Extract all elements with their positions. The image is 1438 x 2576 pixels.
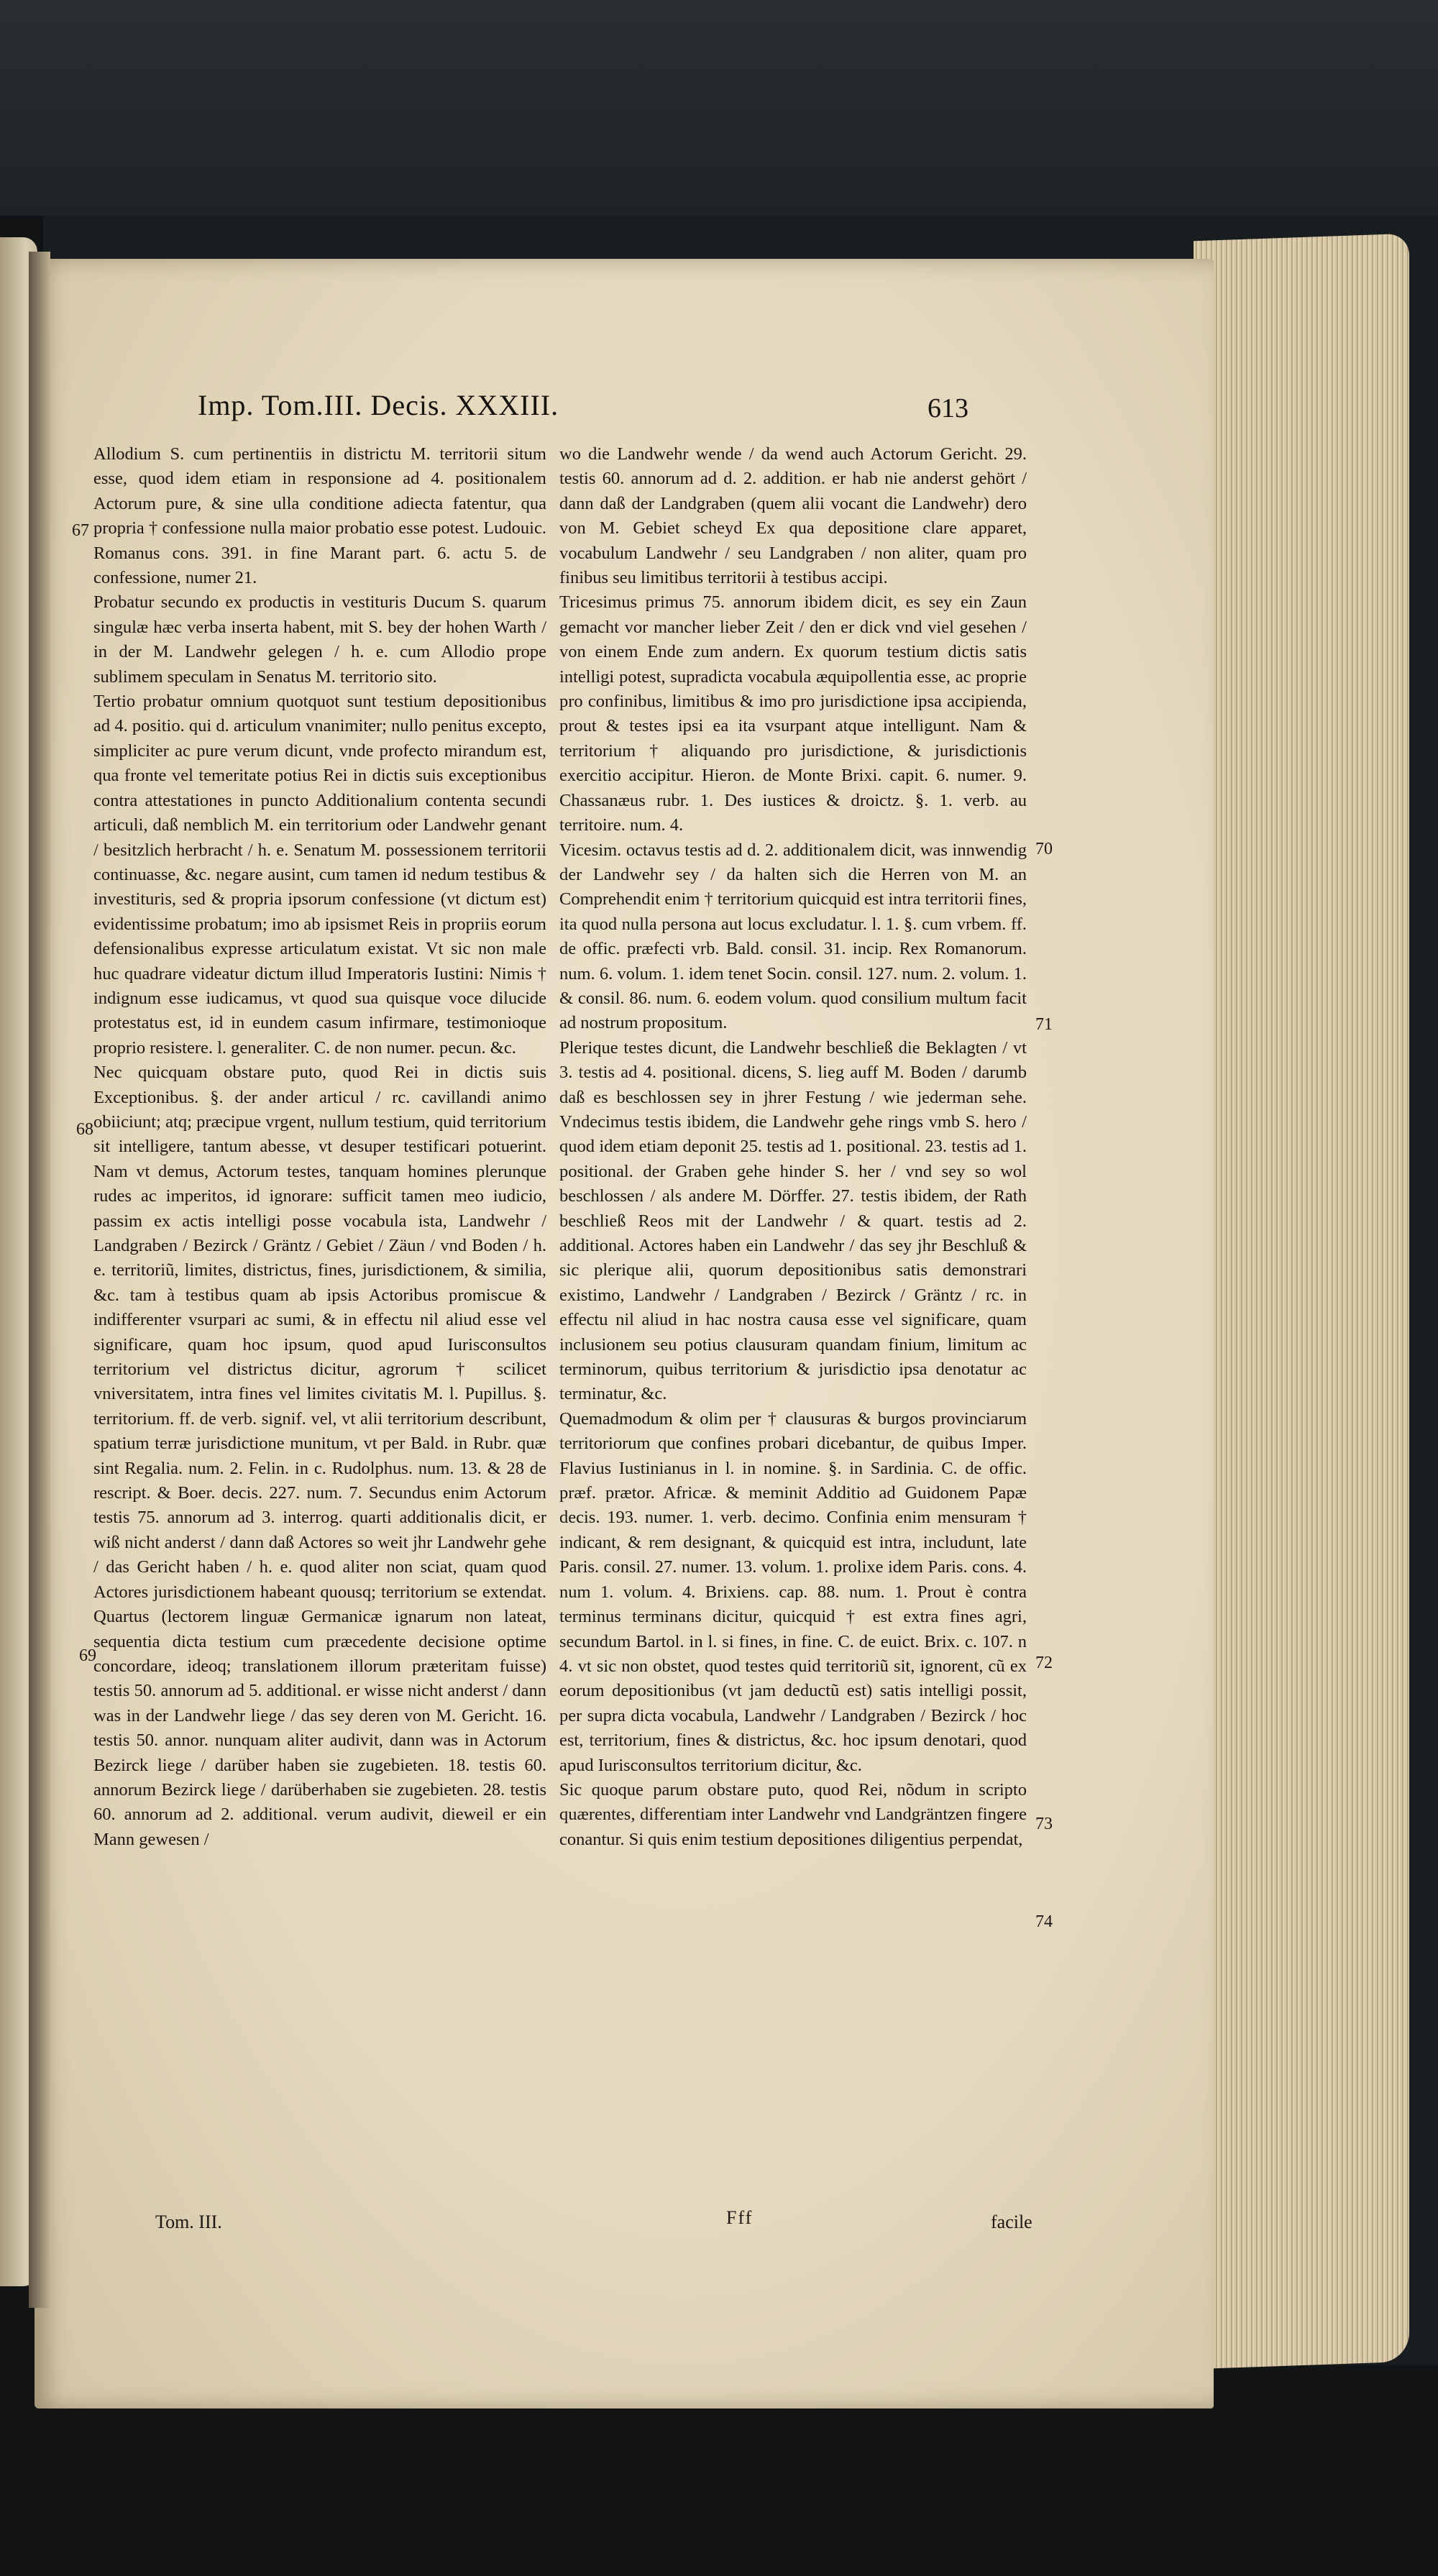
margin-note-number: 67	[72, 521, 89, 540]
paragraph: Allodium S. cum pertinentiis in districtu M. territorii situm esse, quod idem etiam in responsione ad 4. positionalem Actorum pure, & sine ulla conditione adiecta fatentur, qua propria † confessione nulla maior probatio esse potest. Ludouic. Romanus cons. 391. in fine Marant part. 6. actu 5. de confessione, numer 21.	[93, 444, 546, 588]
paragraph: Plerique testes dicunt, die Landwehr beschließ die Beklagten / vt 3. testis ad 4. positional. dicens, S. lieg auff M. Boden / darumb daß es beschlossen sey in jhrer Festung / wie jederman sehe. Vndecimus testis ibidem, die Landwehr gehe rings vmb S. hero / quod idem etiam deponit 25. testis ad 1. positional. 23. testis ad 1. positional. der Graben gehe hinder S. her / vnd sey so wol beschlossen / als andere M. Dörffer. 27. testis ibidem, der Rath beschließ Reos mit der Landwehr / & quart. testis ad 2. additional. Actores haben ein Landwehr / das sey jhr Beschluß & sic plerique alii, quorum depositionibus satis demonstrari existimo, Landwehr / Landgraben / Bezirck / Gräntz / rc. in effectu nil aliud in hac nostra causa esse vel significare, quam inclusionem seu potius clausuram quandam finium, limitum ac terminorum, quibus territorium & jurisdictio ipsa denotatur ac terminatur, &c.	[559, 1037, 1027, 1404]
margin-note-number: 71	[1035, 1015, 1053, 1034]
margin-note-number: 70	[1035, 840, 1053, 858]
paragraph: wo die Landwehr wende / da wend auch Actorum Gericht. 29. testis 60. annorum ad d. 2. addition. er hab nie anderst gehört / dann daß der Landgraben (quem alii vocant die Landwehr) dero von M. Gebiet scheyd Ex qua depositione clare apparet, vocabulum Landwehr / seu Landgraben / non aliter, quam pro finibus seu limitibus territorii à testibus accipi.	[559, 444, 1027, 588]
running-head: Imp. Tom.III. Decis. XXXIII.	[198, 389, 559, 421]
margin-note-number: 73	[1035, 1815, 1053, 1833]
margin-note-number: 72	[1035, 1654, 1053, 1672]
paragraph: Quemadmodum & olim per † clausuras & burgos provinciarum territoriorum que confines probari dicebantur, de quibus Imper. Flavius Iustinianus in l. in nomine. §. in Sardinia. C. de offic. præf. prætor. Africæ. & meminit Additio ad Guidonem Papæ decis. 193. numer. 1. verb. decimo. Confinia enim mensuram † indicant, & rem designant, & quicquid est intra, includunt, late Paris. consil. 27. numer. 13. volum. 1. prolixe idem Paris. cons. 4. num 1. volum. 4. Brixiens. cap. 88. num. 1. Prout è contra terminus terminans dicitur, quicquid † est extra fines agri, secundum Bartol. in l. si fines, in fine. C. de euict. Brix. c. 107. n 4. vt sic non obstet, quod testes quid territoriũ sit, ignorent, cũ ex eorum depositionibus (vt jam deductũ est) satis intelligi possit, per supra dicta vocabula, Landwehr / Landgraben / Bezirck / hoc est, territorium, fines & districtus, &c. hoc ipsum denotari, quod apud Iurisconsultos territorium dicitur, &c.	[559, 1408, 1027, 1775]
photo-background-top	[0, 0, 1438, 216]
paragraph: Nec quicquam obstare puto, quod Rei in dictis suis Exceptionibus. §. der ander articul / rc. cavillandi animo obiiciunt; atq; præcipue vrgent, nullum testium, quid territorium sit intelligere, tantum abesse, vt desuper testificari potuerint. Nam vt demus, Actorum testes, tanquam homines plerunque rudes ac imperitos, id ignorare: sufficit tamen meo iudicio, passim ex actis intelligi posse vocabula ista, Landwehr / Landgraben / Bezirck / Gräntz / Gebiet / Zäun / vnd Boden / h. e. territoriũ, limites, districtus, fines, jurisdictionem, & similia, &c. tam à testibus quam ab ipsis Actoribus promiscue & indifferenter vsurpari ac sumi, & in effectu nil aliud esse vel significare, quam hoc ipsum, quod apud Iurisconsultos territorium vel districtus dicitur, agrorum † scilicet vniversitatem, intra fines vel limites civitatis M. l. Pupillus. §. territorium. ff. de verb. signif. vel, vt alii territorium describunt, spatium terræ jurisdictione munitum, vt per Bald. in Rubr. quæ sint Regalia. num. 2. Felin. in c. Rudolphus. num. 13. & 28 de rescript. & Boer. decis. 227. num. 7. Secundus enim Actorum testis 75. annorum ad 3. interrog. quarti additionalis dicit, er wiß nicht anderst / dann daß Actores so weit jhr Landwehr gehe / das Gericht haben / h. e. quod aliter non sciat, quam quod Actores jurisdictionem habeant quousq; territorium se extendat. Quartus (lectorem linguæ Germanicæ ignarum non lateat, sequentia dicta testium cum præcedente decisione optime concordare, ideoq; translationem illorum præteritam fuisse) testis 50. annorum ad 5. additional. er wisse nicht anderst / dann was in der Landwehr liege / das sey deren von M. Gericht. 16. testis 50. annor. nunquam aliter audivit, dann was in Actorum Bezirck liege / darüber haben sie zugebieten. 18. testis 60. annorum Bezirck liege / darüberhaben sie zugebieten. 28. testis 60. annorum ad 2. additional. verum audivit, dieweil er ein Mann gewesen /	[93, 1063, 546, 1849]
margin-note-number: 74	[1035, 1912, 1053, 1931]
book-page-edges	[1194, 234, 1409, 2369]
paragraph: Sic quoque parum obstare puto, quod Rei, nõdum in scripto quærentes, differentiam inter Landwehr vnd Landgräntzen fingere conantur. Si quis enim testium depositiones diligentius perpendat,	[559, 1779, 1027, 1849]
margin-note-number: 69	[79, 1646, 96, 1665]
right-text-column	[559, 442, 1027, 1852]
paragraph: Probatur secundo ex productis in vestituris Ducum S. quarum singulæ hæc verba inserta habent, mit S. bey der hohen Warth / in der M. Landwehr gelegen / h. e. cum Allodio prope sublimem speculam in Senatus M. territorio sito.	[93, 592, 546, 687]
paragraph: Vicesim. octavus testis ad d. 2. additionalem dicit, was innwendig der Landwehr sey / da halten sich die Herren von M. an Comprehendit enim † territorium quicquid est intra territorii fines, ita quod nulla persona aut locus excludatur. l. 1. §. cum vrbem. ff. de offic. præfecti vrb. Bald. consil. 31. incip. Rex Romanorum. num. 6. volum. 1. idem tenet Socin. consil. 127. num. 2. volum. 1. & consil. 86. num. 6. eodem volum. quod consilium multum facit ad nostrum propositum.	[559, 840, 1027, 1033]
page-number: 613	[928, 393, 968, 423]
signature-mark: Fff	[726, 2207, 754, 2228]
left-text-column	[93, 442, 546, 1852]
book-gutter	[29, 252, 50, 2308]
paragraph: Tricesimus primus 75. annorum ibidem dicit, es sey ein Zaun gemacht vor mancher lieber Zeit / den er dick vnd viel gesehen / von einem Ende zum andern. Ex quorum testium dictis satis intelligi potest, supradicta vocabula æquipollentia esse, ac proprie pro confinibus, limitibus & imo pro jurisdictione ipsa accipienda, prout & testes ipsi ea ita vsurpant atque intelligunt. Nam & territorium † aliquando pro jurisdictione, & jurisdictionis exercitio accipitur. Hieron. de Monte Brixi. capit. 6. numer. 9. Chassanæus rubr. 1. Des iustices & droictz. §. 1. verb. au territoire. num. 4.	[559, 592, 1027, 835]
paragraph: Tertio probatur omnium quotquot sunt testium depositionibus ad 4. positio. qui d. articulum vnanimiter; nullo penitus excepto, simpliciter ac pure verum dicunt, vnde profecto mirandum est, qua fronte vel temeritate potius Rei in dictis suis exceptionibus contra attestationes in puncto Additionalium contenta secundi articuli, daß nemblich M. ein territorium oder Landwehr genant / besitzlich herbracht / h. e. Senatum M. possessionem territorii continuasse, &c. negare ausint, cum tamen id nedum testibus & investituris, sed & propria ipsorum confessione (vt dictum est) evidentissime probatum; imo ab ipsismet Reis in propriis eorum defensionalibus expresse articulatum existat. Vt sic non male huc quadrare videatur dictum illud Imperatoris Iustini: Nimis † indignum esse iudicamus, vt quod sua quisque voce dilucide protestatus est, id in eundem casum infirmare, testimonioque proprio resistere. l. generaliter. C. de non numer. pecun. &c.	[93, 692, 546, 1058]
margin-note-number: 68	[76, 1120, 93, 1139]
volume-mark: Tom. III.	[155, 2211, 222, 2232]
catchword: facile	[991, 2211, 1032, 2232]
